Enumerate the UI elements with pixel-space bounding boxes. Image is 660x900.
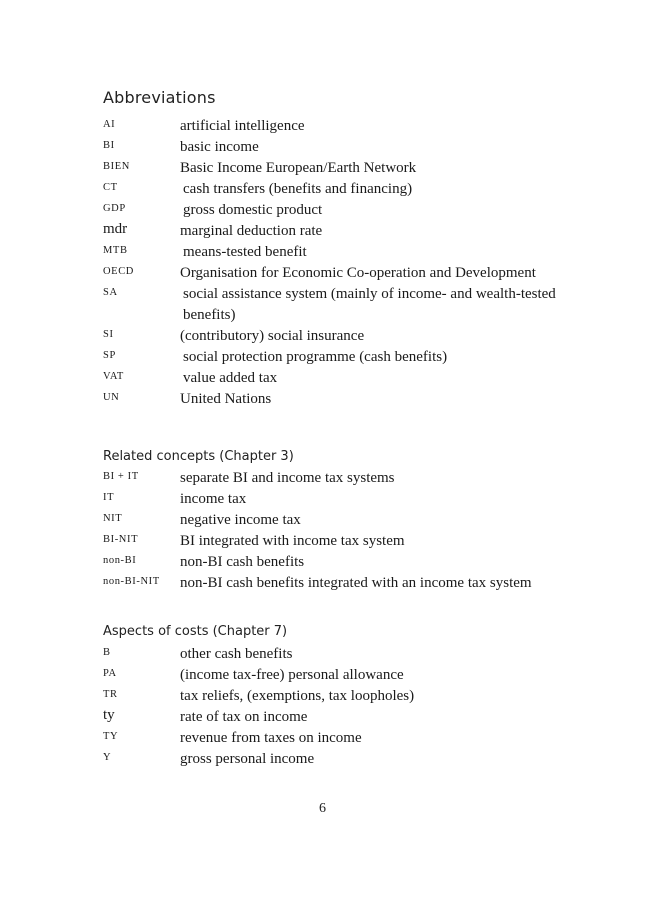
abbreviation-term: OECD [103,266,134,277]
cost-term: TY [103,731,119,742]
abbreviation-row [103,242,563,263]
cost-row [103,728,563,749]
abbreviation-definition: gross domestic product [183,202,323,218]
concept-term: non-BI [103,555,137,566]
abbreviations-list [103,116,563,410]
cost-definition: other cash benefits [180,646,293,662]
abbreviation-term: AI [103,119,116,130]
abbreviation-term: BI [103,140,115,151]
abbreviation-row [103,368,563,389]
abbreviation-definition: value added tax [183,370,278,386]
abbreviation-row [103,326,563,347]
cost-term: ty [103,707,115,723]
abbreviation-definition: (contributory) social insurance [180,328,365,344]
cost-term: Y [103,752,112,763]
cost-row [103,665,563,686]
abbreviation-term: GDP [103,203,126,214]
abbreviation-row [103,137,563,158]
cost-definition: gross personal income [180,751,315,767]
cost-term: PA [103,668,117,679]
cost-term: B [103,647,111,658]
abbreviation-row [103,284,563,326]
related-concepts-list [103,468,563,594]
abbreviation-row [103,179,563,200]
concept-row [103,573,563,594]
abbreviation-row [103,221,563,242]
abbreviation-row [103,116,563,137]
cost-definition: tax reliefs, (exemptions, tax loopholes) [180,688,415,704]
aspects-of-costs-heading: Aspects of costs (Chapter 7) [103,624,288,639]
concept-term: BI + IT [103,471,139,482]
concept-term: BI-NIT [103,534,139,545]
aspects-of-costs-list [103,644,563,770]
abbreviation-definition: United Nations [180,391,272,407]
abbreviation-row [103,389,563,410]
concept-definition: negative income tax [180,512,301,528]
concept-definition: non-BI cash benefits [180,554,305,570]
abbreviation-definition: Organisation for Economic Co-operation and Development [180,265,536,281]
concept-row [103,510,563,531]
abbreviation-definition: social protection programme (cash benefits) [183,349,448,365]
cost-definition: rate of tax on income [180,709,308,725]
abbreviations-heading: Abbreviations [103,88,216,107]
abbreviation-definition: cash transfers (benefits and financing) [183,181,413,197]
abbreviation-definition: basic income [180,139,259,155]
abbreviation-term: UN [103,392,120,403]
concept-definition: separate BI and income tax systems [180,470,395,486]
abbreviation-term: SI [103,329,114,340]
abbreviation-term: VAT [103,371,124,382]
concept-definition: BI integrated with income tax system [180,533,405,549]
abbreviation-term: MTB [103,245,128,256]
cost-row [103,749,563,770]
abbreviation-definition: means-tested benefit [183,244,307,260]
abbreviation-term: CT [103,182,118,193]
concept-term: non-BI-NIT [103,576,160,587]
concept-definition: non-BI cash benefits integrated with an income tax system [180,575,532,591]
cost-row [103,686,563,707]
concept-definition: income tax [180,491,247,507]
abbreviation-definition: artificial intelligence [180,118,305,134]
abbreviation-term: mdr [103,221,128,237]
cost-row [103,644,563,665]
page-number: 6 [319,801,326,816]
abbreviation-term: BIEN [103,161,130,172]
concept-term: NIT [103,513,123,524]
cost-definition: revenue from taxes on income [180,730,362,746]
abbreviation-row [103,200,563,221]
abbreviation-term: SP [103,350,116,361]
abbreviation-definition: Basic Income European/Earth Network [180,160,417,176]
concept-row [103,531,563,552]
cost-term: TR [103,689,118,700]
abbreviation-definition: social assistance system (mainly of income- and wealth-tested benefits) [183,286,556,323]
related-concepts-heading: Related concepts (Chapter 3) [103,449,294,464]
abbreviation-row [103,347,563,368]
concept-term: IT [103,492,115,503]
abbreviation-row [103,158,563,179]
abbreviation-row [103,263,563,284]
cost-definition: (income tax-free) personal allowance [180,667,404,683]
cost-row [103,707,563,728]
abbreviation-term: SA [103,287,118,298]
abbreviation-definition: marginal deduction rate [180,223,323,239]
concept-row [103,489,563,510]
concept-row [103,552,563,573]
concept-row [103,468,563,489]
